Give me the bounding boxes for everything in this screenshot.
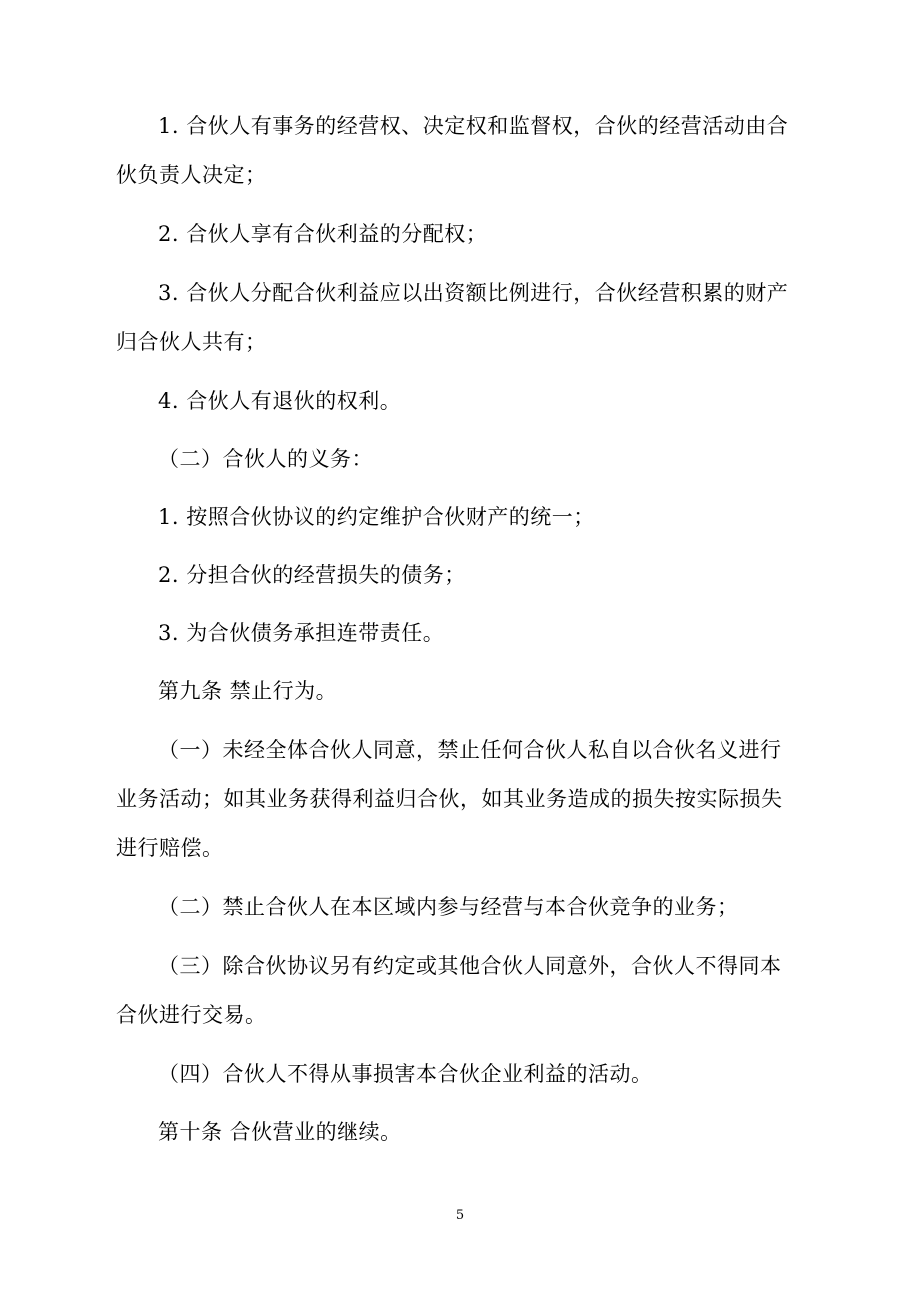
text-line: （二）合伙人的义务： bbox=[158, 447, 373, 471]
text-line: （一）未经全体合伙人同意，禁止任何合伙人私自以合伙名义进行 bbox=[158, 738, 782, 762]
text-line: 3. 为合伙债务承担连带责任。 bbox=[158, 621, 445, 645]
text-line: 业务活动；如其业务获得利益归合伙，如其业务造成的损失按实际损失 bbox=[116, 787, 783, 811]
section-heading: 第九条 禁止行为。 bbox=[158, 679, 338, 703]
text-line: （二）禁止合伙人在本区域内参与经营与本合伙竞争的业务； bbox=[158, 895, 739, 919]
text-line: 2. 分担合伙的经营损失的债务； bbox=[158, 563, 466, 587]
text-line: 进行赔偿。 bbox=[116, 836, 224, 860]
text-line: （三）除合伙协议另有约定或其他合伙人同意外，合伙人不得同本 bbox=[158, 954, 782, 978]
text-line: 1. 按照合伙协议的约定维护合伙财产的统一； bbox=[158, 505, 595, 529]
text-line: 合伙进行交易。 bbox=[116, 1003, 267, 1027]
text-line: 伙负责人决定； bbox=[116, 163, 267, 187]
text-line: 归合伙人共有； bbox=[116, 330, 267, 354]
text-line: 4. 合伙人有退伙的权利。 bbox=[158, 389, 402, 413]
text-line: （四）合伙人不得从事损害本合伙企业利益的活动。 bbox=[158, 1062, 653, 1086]
text-line: 1. 合伙人有事务的经营权、决定权和监督权，合伙的经营活动由合 bbox=[158, 114, 789, 138]
text-line: 2. 合伙人享有合伙利益的分配权； bbox=[158, 222, 488, 246]
text-line: 3. 合伙人分配合伙利益应以出资额比例进行，合伙经营积累的财产 bbox=[158, 281, 789, 305]
page-number: 5 bbox=[455, 1208, 465, 1223]
section-heading: 第十条 合伙营业的继续。 bbox=[158, 1120, 402, 1144]
